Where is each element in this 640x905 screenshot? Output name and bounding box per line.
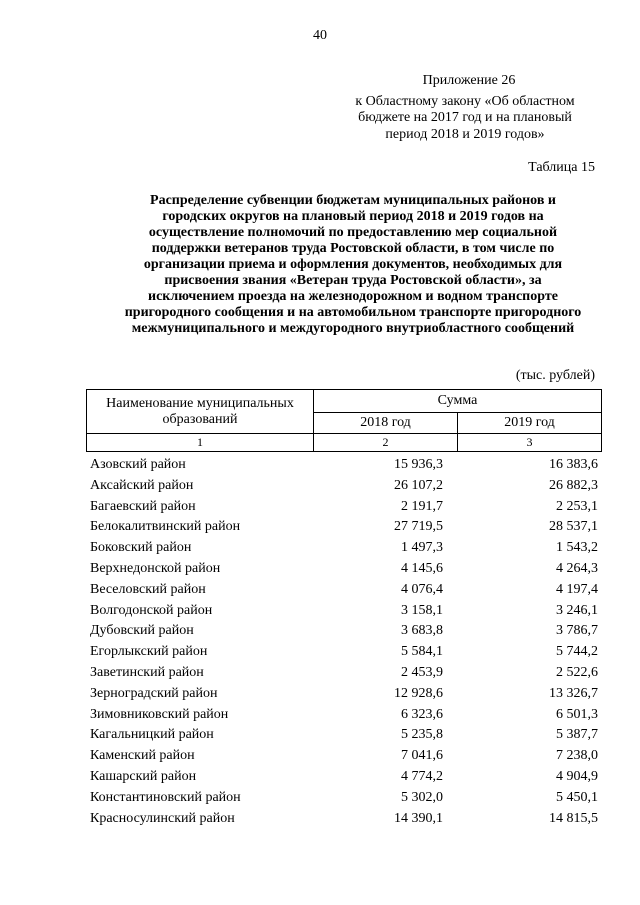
table-row [86, 601, 602, 622]
amount-2018: 4 774,2 [401, 768, 443, 784]
appendix-block [330, 73, 600, 143]
municipality-name: Аксайский район [90, 477, 194, 493]
table-row [86, 725, 602, 746]
table-row [86, 621, 602, 642]
header-sum-cell: Сумма [314, 390, 602, 413]
title-line: городских округов на плановый период 2018 и 2019 годов на [162, 209, 544, 224]
amount-2019: 6 501,3 [556, 706, 598, 722]
header-name-line: Наименование муниципальных [106, 395, 294, 411]
appendix-line: к Областному закону «Об областном [355, 93, 575, 109]
title-line: присвоения звания «Ветеран труда Ростовской области», за [164, 273, 542, 288]
municipality-name: Кашарский район [90, 768, 197, 784]
amount-2019: 5 387,7 [556, 727, 598, 743]
municipality-name: Каменский район [90, 748, 195, 764]
units-label: (тыс. рублей) [515, 368, 595, 383]
table-row [86, 517, 602, 538]
municipality-name: Волгодонской район [90, 602, 213, 618]
amount-2018: 4 076,4 [401, 581, 443, 597]
municipality-name: Константиновский район [90, 789, 241, 805]
amount-2019: 1 543,2 [556, 540, 598, 556]
amount-2019: 4 904,9 [556, 768, 598, 784]
header-col-number: 3 [458, 434, 602, 452]
amount-2019: 5 450,1 [556, 789, 598, 805]
amount-2018: 12 928,6 [394, 685, 443, 701]
appendix-line: период 2018 и 2019 годов» [385, 126, 545, 142]
title-line: исключением проезда на железнодорожном и водном транспорте [148, 289, 558, 304]
amount-2018: 7 041,6 [401, 748, 443, 764]
amount-2018: 6 323,6 [401, 706, 443, 722]
amount-2018: 14 390,1 [394, 810, 443, 826]
table-row [86, 476, 602, 497]
amount-2019: 13 326,7 [549, 685, 598, 701]
amount-2019: 4 197,4 [556, 581, 598, 597]
amount-2018: 3 683,8 [401, 623, 443, 639]
amount-2019: 16 383,6 [549, 457, 598, 472]
amount-2019: 2 253,1 [556, 498, 598, 514]
municipality-name: Заветинский район [90, 664, 204, 680]
amount-2018: 4 145,6 [401, 560, 443, 576]
amount-2018: 3 158,1 [401, 602, 443, 618]
municipality-name: Дубовский район [90, 623, 194, 639]
amount-2019: 26 882,3 [549, 477, 598, 493]
table-row [86, 642, 602, 663]
header-year-2019: 2019 год [458, 413, 602, 434]
title-line: Распределение субвенции бюджетам муниципальных районов и [150, 193, 556, 208]
table-body [86, 455, 602, 829]
municipality-name: Азовский район [90, 457, 186, 472]
municipality-name: Егорлыкский район [90, 644, 208, 660]
header-col-number: 1 [87, 434, 314, 452]
table-row [86, 788, 602, 809]
amount-2019: 28 537,1 [549, 519, 598, 535]
amount-2018: 15 936,3 [394, 457, 443, 472]
amount-2019: 5 744,2 [556, 644, 598, 660]
header-name-line: образований [162, 411, 238, 427]
municipality-name: Красносулинский район [90, 810, 235, 826]
table-row [86, 746, 602, 767]
amount-2018: 5 584,1 [401, 644, 443, 660]
municipality-name: Боковский район [90, 540, 192, 556]
amount-2019: 7 238,0 [556, 748, 598, 764]
amount-2019: 3 786,7 [556, 623, 598, 639]
title-line: организации приема и оформления документов, необходимых для [143, 257, 563, 272]
amount-2018: 1 497,3 [401, 540, 443, 556]
table-header [86, 389, 602, 452]
table-row [86, 455, 602, 476]
municipality-name: Веселовский район [90, 581, 206, 597]
municipality-name: Багаевский район [90, 498, 196, 514]
amount-2018: 5 235,8 [401, 727, 443, 743]
table-row [86, 580, 602, 601]
amount-2019: 4 264,3 [556, 560, 598, 576]
header-name-cell [87, 390, 314, 434]
amount-2019: 3 246,1 [556, 602, 598, 618]
table-row [86, 767, 602, 788]
table-row [86, 538, 602, 559]
amount-2018: 27 719,5 [394, 519, 443, 535]
header-col-number: 2 [314, 434, 458, 452]
appendix-title: Приложение 26 [422, 73, 516, 88]
header-year-2018: 2018 год [314, 413, 458, 434]
title-line: осуществление полномочий по предоставлению мер социальной [148, 225, 558, 240]
page-number: 40 [313, 28, 327, 43]
table-row [86, 705, 602, 726]
amount-2018: 26 107,2 [394, 477, 443, 493]
title-line: межмуниципального и междугородного внутриобластного сообщений [131, 321, 575, 336]
municipality-name: Кагальницкий район [90, 727, 214, 743]
municipality-name: Белокалитвинский район [90, 519, 241, 535]
municipality-name: Зерноградский район [90, 685, 218, 701]
amount-2018: 5 302,0 [401, 789, 443, 805]
document-title [108, 193, 598, 337]
table-row [86, 684, 602, 705]
amount-2019: 2 522,6 [556, 664, 598, 680]
title-line: пригородного сообщения и на автомобильном транспорте пригородного [124, 305, 582, 320]
table-row [86, 497, 602, 518]
amount-2018: 2 453,9 [401, 664, 443, 680]
table-label: Таблица 15 [528, 160, 595, 175]
municipality-name: Зимовниковский район [90, 706, 229, 722]
table-row [86, 809, 602, 830]
appendix-line: бюджете на 2017 год и на плановый [358, 110, 572, 125]
title-line: поддержки ветеранов труда Ростовской области, в том числе по [151, 241, 555, 256]
amount-2019: 14 815,5 [549, 810, 598, 826]
table-row [86, 559, 602, 580]
table-row [86, 663, 602, 684]
amount-2018: 2 191,7 [401, 498, 443, 514]
municipality-name: Верхнедонской район [90, 560, 221, 576]
